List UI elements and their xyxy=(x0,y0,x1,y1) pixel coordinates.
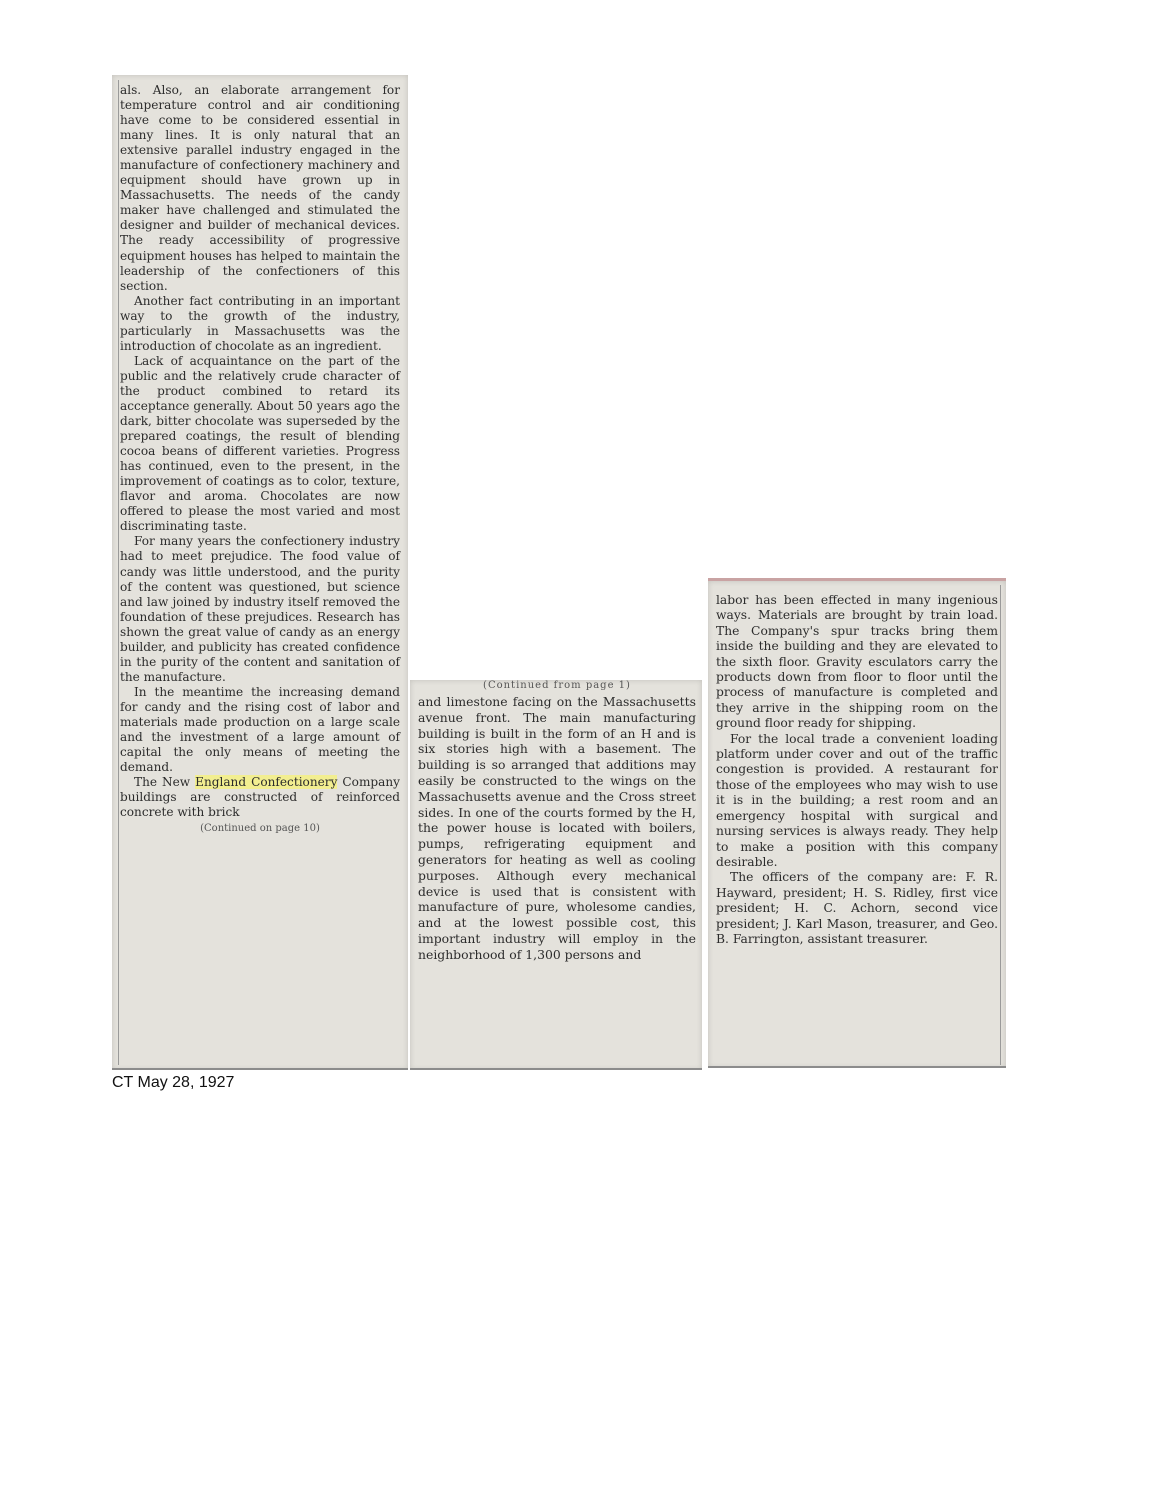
paragraph: In the meantime the increasing demand for candy and the rising cost of labor and materials made production on a large scale and the investment of a large amount of capital the only means of meeting the demand. xyxy=(120,684,400,775)
paragraph: and limestone facing on the Massachusetts avenue front. The main manufacturing building is built in the form of an H and is six stories high with a basement. The building is so arranged that additions may easily be constructed to the wings on the Massachusetts avenue and the Cross street sides. In one of the courts formed by the H, the power house is located with boilers, pumps, refrigerating equipment and generators for heating as well as cooling purposes. Although every mechanical device is used that is consistent with manufacture of pure, wholesome candies, and at the lowest possible cost, this important industry will employ in the neighborhood of 1,300 persons and xyxy=(418,694,696,962)
article-text-column-1 xyxy=(120,83,400,836)
clipping-caption: CT May 28, 1927 xyxy=(112,1074,235,1091)
paragraph: Another fact contributing in an important way to the growth of the industry, particularly in Massachusetts was the introduction of chocolate as an ingredient. xyxy=(120,293,400,353)
newspaper-clipping-column-3 xyxy=(708,578,1006,1068)
highlighted-company-name: England Confectionery xyxy=(195,775,338,790)
newspaper-clipping-column-2 xyxy=(410,680,702,1070)
bottom-rule xyxy=(708,1066,1006,1068)
bottom-rule xyxy=(112,1068,408,1070)
paragraph: als. Also, an elaborate arrangement for temperature control and air conditioning have come to be considered essential in many lines. It is only natural that an extensive parallel industry engaged in the manufacture of confectionery machinery and equipment should have grown up in Massachusetts. The needs of the candy maker have challenged and stimulated the designer and builder of mechanical devices. The ready accessibility of progressive equipment houses has helped to maintain the leadership of the confectioners of this section. xyxy=(120,83,400,293)
continuation-note: (Continued on page 10) xyxy=(200,823,320,835)
paragraph-company-buildings xyxy=(120,775,400,820)
column-rule xyxy=(118,80,119,1065)
paragraph: For the local trade a convenient loading platform under cover and out of the traffic congestion is provided. A restaurant for those of the employees who may wish to use it is in the building; a rest room and an emergency hospital with surgical and nursing services is always ready. They help to make a position with this company desirable. xyxy=(716,731,998,869)
text-run: The New xyxy=(134,775,196,790)
paragraph: For many years the confectionery industry had to meet prejudice. The food value of candy was little understood, and the purity of the content was questioned, but science and law joined by industry itself removed the foundation of these prejudices. Research has shown the great value of candy as an energy builder, and publicity has created confidence in the purity of the content and sanitation of the manufacture. xyxy=(120,534,400,684)
newspaper-clipping-column-1 xyxy=(112,75,408,1070)
article-text-column-3 xyxy=(716,593,998,947)
continuation-note: (Continued from page 1) xyxy=(483,680,631,691)
paragraph: labor has been effected in many ingenious ways. Materials are brought by train load. The Company's spur tracks bring them inside the building and they are elevated to the sixth floor. Gravity esculators carry the products down from floor to floor until the process of manufacture is completed and they arrive in the shipping room on the ground floor ready for shipping. xyxy=(716,593,998,731)
bottom-rule xyxy=(410,1068,702,1070)
paragraph: Lack of acquaintance on the part of the public and the relatively crude character of the product combined to retard its acceptance generally. About 50 years ago the dark, bitter chocolate was superseded by the prepared coatings, the result of blending cocoa beans of different varieties. Progress has continued, even to the present, in the improvement of coatings as to color, texture, flavor and aroma. Chocolates are now offered to please the most varied and most discriminating taste. xyxy=(120,353,400,534)
paragraph: The officers of the company are: F. R. Hayward, president; H. S. Ridley, first vice president; H. C. Achorn, second vice president; J. Karl Mason, treasurer, and Geo. B. Farrington, assistant treasurer. xyxy=(716,870,998,946)
column-rule xyxy=(1000,585,1001,1065)
text-run: Company buildings are constructed of reinforced concrete with brick xyxy=(120,775,400,820)
article-text-column-2 xyxy=(418,694,696,963)
